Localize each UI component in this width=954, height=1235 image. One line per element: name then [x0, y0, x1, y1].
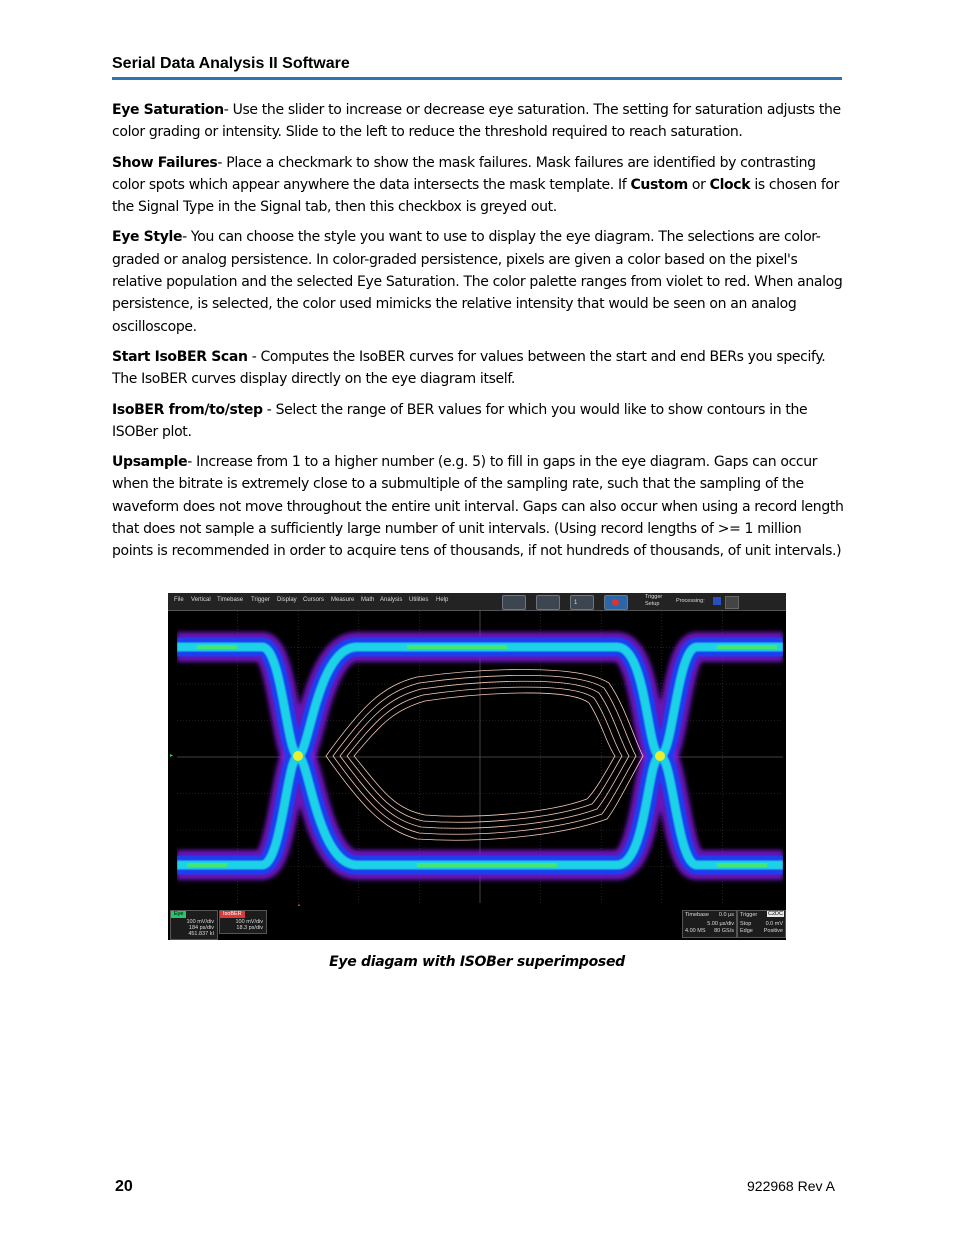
document-number: 922968 Rev A — [747, 1178, 835, 1194]
isober-contours — [326, 670, 643, 841]
para-show-failures: Show Failures- Place a checkmark to show the mask failures. Mask failures are identified by contrasting color spots which appear anywhere the data intersects the mask template. If Custom or Clock is chosen for the Signal Type in the Signal tab, then this checkbox is greyed out. — [112, 154, 840, 216]
menu-analysis[interactable]: Analysis — [380, 597, 403, 603]
scope-menubar — [168, 593, 786, 611]
term-upsample: Upsample — [112, 454, 188, 471]
processing-label: Processing: — [676, 598, 705, 604]
record-button[interactable] — [604, 595, 628, 610]
toolbar-button-1[interactable] — [502, 595, 526, 610]
toolbar-button-2[interactable] — [536, 595, 560, 610]
menu-timebase[interactable]: Timebase — [217, 597, 244, 603]
record-icon — [612, 599, 619, 606]
eye-descriptor-box[interactable]: Eye 100 mV/div 184 ps/div 451.837 kI — [170, 910, 218, 940]
menu-vertical[interactable]: Vertical — [191, 597, 211, 603]
trigger-source-tag: C2DC — [768, 911, 783, 917]
menu-utilities[interactable]: Utilities — [409, 597, 429, 603]
crossing-point-right — [655, 751, 665, 761]
play-button[interactable] — [725, 596, 739, 609]
trigger-setup-label-1[interactable]: Trigger — [645, 594, 663, 600]
para-start-isober: Start IsoBER Scan - Computes the IsoBER curves for values between the start and end BERs you specify. The IsoBER curves display directly on the eye diagram itself. — [112, 348, 826, 388]
eye-diagram-plot — [177, 611, 783, 903]
figure-caption: Eye diagam with ISOBer superimposed — [329, 954, 625, 970]
body-text — [112, 99, 844, 571]
page-number: 20 — [115, 1178, 133, 1195]
toolbar-button-3[interactable]: 1 — [570, 595, 594, 610]
menu-math[interactable]: Math — [361, 597, 375, 603]
page-header — [112, 54, 842, 80]
trigger-setup-label-2[interactable]: Setup — [645, 601, 660, 607]
scope-status-bar — [168, 906, 786, 940]
menu-measure[interactable]: Measure — [331, 597, 355, 603]
menu-cursors[interactable]: Cursors — [303, 597, 325, 603]
eye-descriptor-tag: Eye — [171, 911, 186, 918]
scope-screenshot — [168, 593, 786, 940]
menu-file[interactable]: File — [174, 597, 184, 603]
para-eye-saturation: Eye Saturation- Use the slider to increase or decrease eye saturation. The setting for saturation adjusts the color grading or intensity. Slide to the left to reduce the threshold required to reach saturation. — [112, 102, 841, 141]
term-eye-saturation: Eye Saturation — [112, 102, 224, 118]
channel-ground-marker-icon: ▸ — [170, 753, 174, 759]
para-eye-style: Eye Style- You can choose the style you want to use to display the eye diagram. The selections are color-graded or analog persistence. In color-graded persistence, pixels are given a color based on the pixel's relative population and the selected Eye Saturation. The color palette ranges from violet to red. When analog persistence, is selected, the color used mimicks the relative intensity that would be seen on an analog oscilloscope. — [112, 229, 843, 335]
term-isober-range: IsoBER from/to/step — [112, 401, 263, 418]
trigger-descriptor-box[interactable]: Trigger C2DC Stop 0.0 mV Edge Positive — [737, 910, 786, 938]
term-start-isober: Start IsoBER Scan — [112, 348, 248, 365]
para-isober-range: IsoBER from/to/step - Select the range of BER values for which you would like to show contours in the ISOBer plot. — [112, 401, 808, 440]
menu-display[interactable]: Display — [277, 597, 297, 603]
crossing-point-left — [293, 751, 303, 761]
isober-descriptor-tag: IsoBER — [220, 911, 245, 918]
term-show-failures: Show Failures — [112, 154, 218, 171]
timebase-descriptor-box[interactable]: Timebase 0.0 μs 5.00 μs/div 4.00 MS 80 GS/s — [682, 910, 737, 938]
para-upsample: Upsample- Increase from 1 to a higher number (e.g. 5) to fill in gaps in the eye diagram. Gaps can occur when the bitrate is extremely close to a submultiple of the sampling rate, such that the sampling of the waveform does not move throughout the entire unit interval. Gaps can also occur when using a record length that does not sample a sufficiently large number of unit intervals. (Using record lengths of >= 1 million points is recommended in order to acquire tens of thousands, if not hundreds of thousands, of unit intervals.) — [112, 454, 844, 560]
processing-indicator-icon — [713, 597, 721, 605]
isober-descriptor-box[interactable]: IsoBER 100 mV/div 18.3 ps/div — [219, 910, 267, 934]
header-title: Serial Data Analysis II Software — [112, 55, 350, 72]
term-eye-style: Eye Style — [112, 229, 183, 246]
menu-trigger[interactable]: Trigger — [251, 597, 270, 603]
menu-help[interactable]: Help — [436, 597, 449, 603]
